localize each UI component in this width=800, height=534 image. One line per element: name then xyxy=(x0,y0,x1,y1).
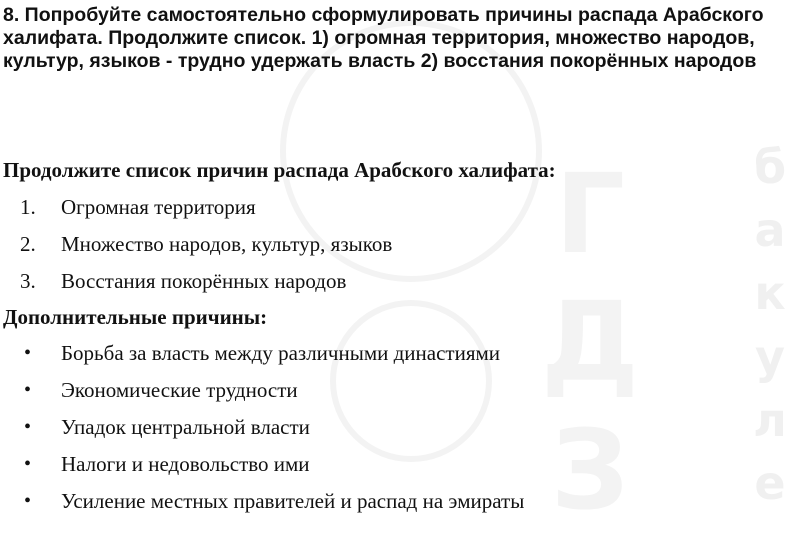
watermark-glyph-icon: а xyxy=(754,203,786,258)
watermark-glyph-icon: к xyxy=(754,266,786,321)
watermark-gdz-icon xyxy=(541,150,639,534)
watermark-letter-d-icon: Д xyxy=(541,278,639,406)
list-item-text: Огромная территория xyxy=(61,195,256,219)
main-list-heading: Продолжите список причин распада Арабского халифата: xyxy=(3,158,556,182)
watermark-letter-g-icon: Г xyxy=(554,150,626,278)
watermark-glyph-icon: б xyxy=(753,140,787,194)
list-item-text: Усиление местных правителей и распад на эмираты xyxy=(61,489,525,513)
list-item-text: Экономические трудности xyxy=(61,378,298,402)
watermark-ring-icon xyxy=(330,300,492,462)
list-number: 3. xyxy=(20,269,36,293)
bullet-icon: • xyxy=(24,416,32,438)
task-statement: 8. Попробуйте самостоятельно сформулировать причины распада Арабского халифата. Продолжите список. 1) огромная территория, множество народов, культур, языков - трудно удержать власть 2) восстания покорённых народов xyxy=(3,4,764,72)
extra-list-heading: Дополнительные причины: xyxy=(3,305,268,329)
list-item-text: Налоги и недовольство ими xyxy=(61,452,310,476)
bullet-icon: • xyxy=(24,490,32,512)
watermark-vertical-logo-icon xyxy=(748,140,792,510)
bullet-icon: • xyxy=(24,453,32,475)
list-item-text: Восстания покорённых народов xyxy=(61,269,347,293)
list-item-text: Упадок центральной власти xyxy=(61,415,310,439)
bullet-icon: • xyxy=(24,342,32,364)
watermark-letter-z-icon: З xyxy=(550,406,630,534)
list-item-text: Множество народов, культур, языков xyxy=(61,232,393,256)
document-content xyxy=(0,0,800,73)
watermark-glyph-icon: л xyxy=(753,392,787,447)
list-number: 2. xyxy=(20,232,36,256)
list-item-text: Борьба за власть между различными династиями xyxy=(61,341,501,365)
watermark-glyph-icon: у xyxy=(755,329,785,384)
watermark-glyph-icon: е xyxy=(754,455,786,510)
list-number: 1. xyxy=(20,195,36,219)
bullet-icon: • xyxy=(24,379,32,401)
